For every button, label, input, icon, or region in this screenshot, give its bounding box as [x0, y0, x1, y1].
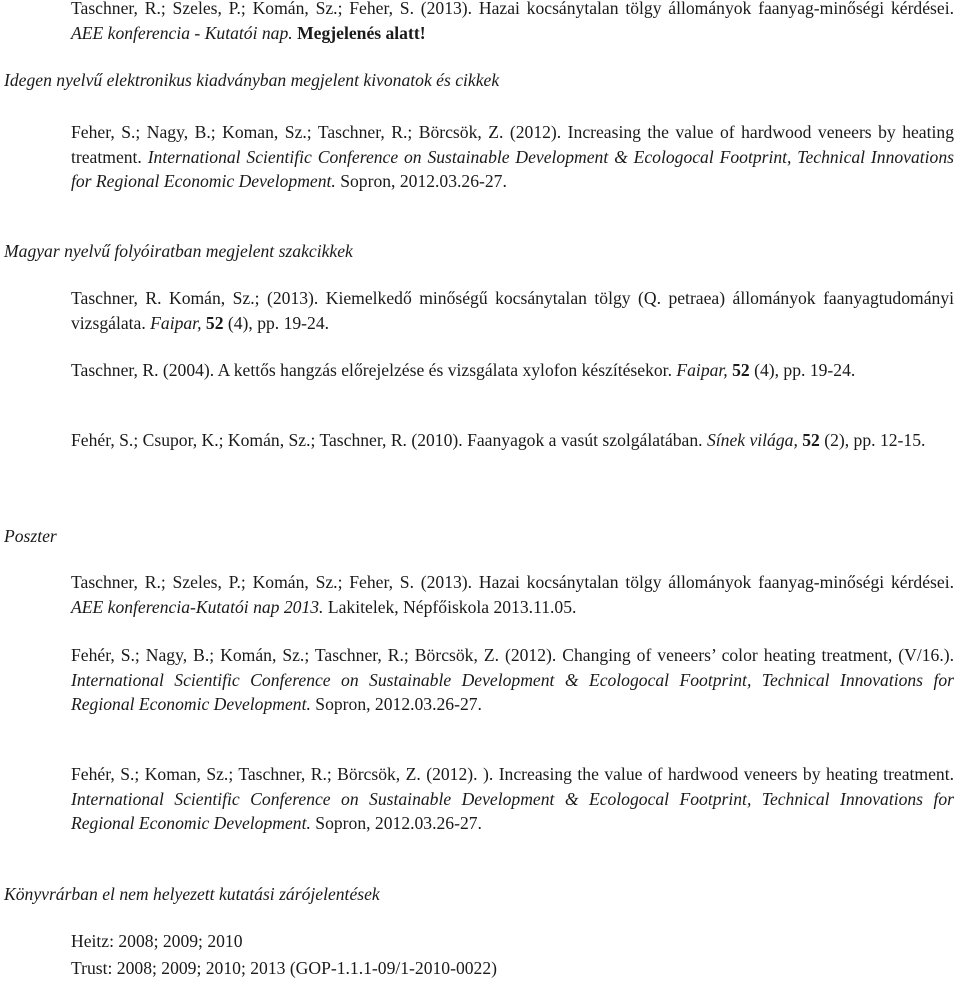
ref-title: Hazai kocsánytalan tölgy állományok faanyag-minőségi kérdései. [478, 0, 954, 18]
report-line: Trust: 2008; 2009; 2010; 2013 (GOP-1.1.1-09/1-2010-0022) [71, 958, 498, 978]
ref-place: Sopron, 2012.03.26-27. [315, 694, 482, 714]
ref-title: Increasing the value of hardwood veneers by heating treatment. [498, 764, 955, 784]
ref-title: Increasing the value of hardwood veneers by heating treatment. [71, 122, 954, 167]
ref-authors: Feher, S.; Nagy, B.; Koman, Sz.; Taschner, R.; Börcsök, Z. (2012). [71, 122, 562, 142]
ref-journal: Sínek világa, [706, 430, 798, 450]
ref-volume: 52 [802, 430, 820, 450]
reference-entry [71, 762, 954, 836]
ref-authors: Taschner, R.; Szeles, P.; Komán, Sz.; Feher, S. (2013). [71, 0, 473, 18]
ref-venue: International Scientific Conference on Sustainable Development & Ecologocal Footprint, Technical Innovations for Regional Economic Development. [71, 146, 954, 191]
ref-pages: (4), pp. 19-24. [227, 312, 330, 333]
ref-title: A kettős hangzás előrejelzése és vizsgálata xylofon készítésekor. [217, 360, 672, 380]
ref-volume: 52 [205, 312, 224, 333]
ref-authors: Fehér, S.; Koman, Sz.; Taschner, R.; Börcsök, Z. (2012). ). [71, 764, 494, 784]
reference-entry [71, 428, 954, 453]
ref-title: Kiemelkedő minőségű kocsánytalan tölgy (Q. petraea) állományok faanyagtudományi vizsgálata. [71, 288, 954, 333]
reference-entry [71, 643, 954, 717]
section-heading-poster: Poszter [4, 526, 57, 546]
reference-entry [71, 0, 954, 45]
reference-entry [71, 286, 954, 335]
ref-journal: Faipar, [150, 312, 202, 333]
ref-venue: International Scientific Conference on Sustainable Development & Ecologocal Footprint, Technical Innovations for Regional Economic Development. [71, 669, 954, 714]
ref-volume: 52 [732, 360, 750, 380]
ref-venue: AEE konferencia - Kutatói nap. [71, 22, 293, 43]
ref-place: Lakitelek, Népfőiskola 2013.11.05. [327, 596, 577, 617]
ref-title: Faanyagok a vasút szolgálatában. [467, 430, 703, 450]
ref-authors: Fehér, S.; Csupor, K.; Komán, Sz.; Taschner, R. (2010). [71, 430, 463, 450]
ref-status: Megjelenés alatt! [297, 22, 426, 43]
ref-venue: International Scientific Conference on Sustainable Development & Ecologocal Footprint, Technical Innovations for Regional Economic Development. [71, 788, 954, 833]
ref-authors: Taschner, R. (2004). [71, 360, 215, 380]
ref-authors: Taschner, R. Komán, Sz.; (2013). [71, 288, 319, 308]
ref-place: Sopron, 2012.03.26-27. [315, 813, 482, 833]
section-heading-reports: Könyvrárban el nem helyezett kutatási zárójelentések [4, 884, 380, 904]
reference-entry [71, 358, 954, 383]
section-heading-foreign: Idegen nyelvű elektronikus kiadványban megjelent kivonatok és cikkek [4, 70, 500, 90]
ref-title: Changing of veneers’ color heating treatment, (V/16.). [562, 645, 954, 665]
ref-journal: Faipar, [676, 360, 728, 380]
ref-venue: AEE konferencia-Kutatói nap 2013. [71, 596, 324, 617]
ref-authors: Fehér, S.; Nagy, B.; Komán, Sz.; Taschner, R.; Börcsök, Z. (2012). [71, 645, 557, 665]
report-line: Heitz: 2008; 2009; 2010 [71, 931, 243, 951]
ref-place: Sopron, 2012.03.26-27. [340, 171, 507, 191]
ref-authors: Taschner, R.; Szeles, P.; Komán, Sz.; Feher, S. (2013). [71, 572, 473, 592]
reference-entry [71, 570, 954, 619]
ref-pages: (2), pp. 12-15. [824, 430, 926, 450]
section-heading-hungarian: Magyar nyelvű folyóiratban megjelent szakcikkek [4, 241, 353, 261]
ref-pages: (4), pp. 19-24. [754, 360, 856, 380]
ref-title: Hazai kocsánytalan tölgy állományok faanyag-minőségi kérdései. [478, 572, 954, 592]
reference-entry [71, 120, 954, 194]
